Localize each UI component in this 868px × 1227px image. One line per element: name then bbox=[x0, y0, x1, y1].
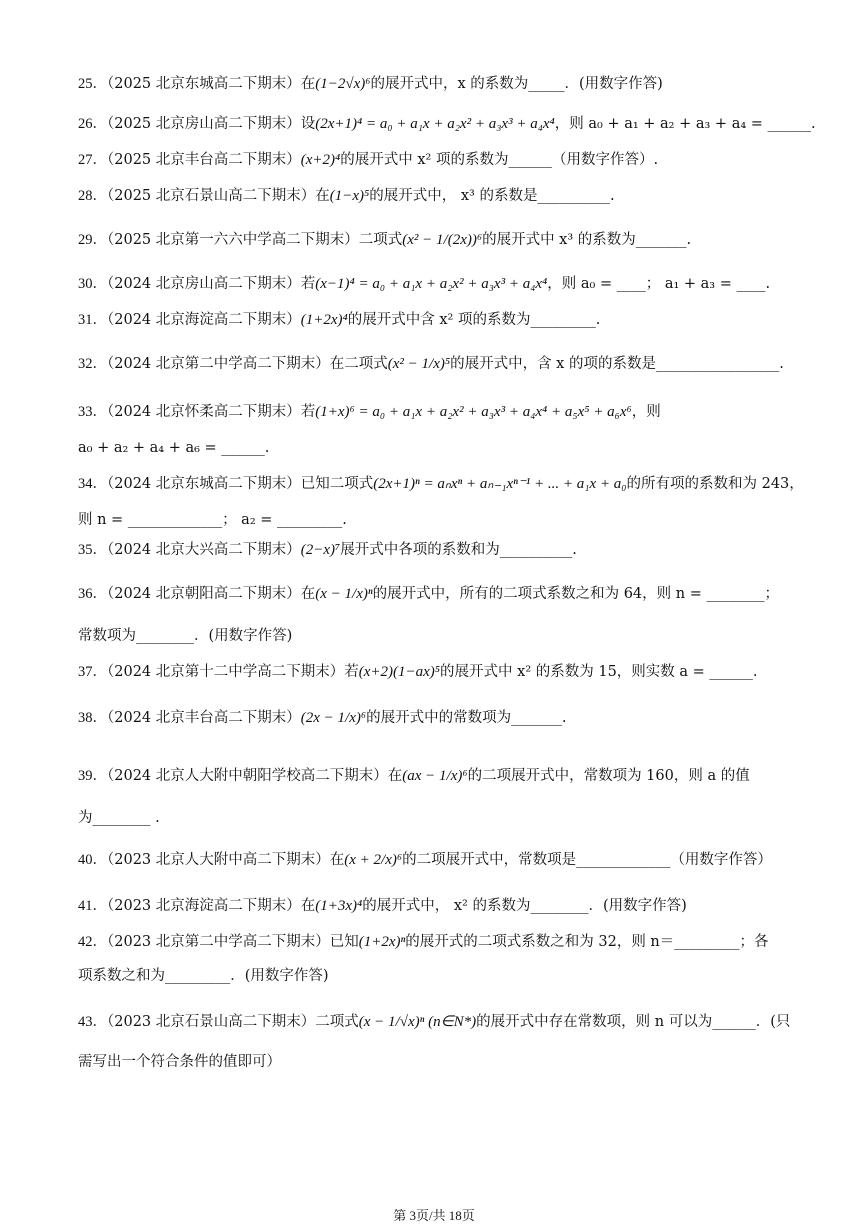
question-math: (1+x)⁶ = a₀ + a₁x + a₂x² + a₃x³ + a₄x⁴ + a₅x⁵ + a₆x⁶ bbox=[315, 404, 632, 420]
question-number: 42． bbox=[78, 934, 107, 950]
question-rest: 的展开式中，所有的二项式系数之和为 64，则 n = ________； bbox=[372, 586, 779, 602]
question-text: 二项式 bbox=[315, 1014, 359, 1030]
question-q34 bbox=[78, 474, 804, 494]
page-footer: 第 3页/共 18页 bbox=[393, 1208, 475, 1223]
question-number: 32． bbox=[78, 356, 107, 372]
question-rest: 的展开式的二项式系数之和为 32，则 n＝_________；各 bbox=[405, 934, 769, 950]
question-continuation: 常数项为________．(用数字作答) bbox=[78, 628, 293, 644]
question-q40 bbox=[78, 850, 798, 870]
question-continuation: 则 n = _____________； a₂ = _________. bbox=[78, 512, 347, 528]
question-q41 bbox=[78, 896, 798, 916]
question-q36 bbox=[78, 584, 798, 604]
question-text: 在 bbox=[315, 188, 330, 204]
question-q30 bbox=[78, 274, 798, 294]
question-source: （2024 北京朝阳高二下期末） bbox=[107, 586, 301, 602]
question-source: （2023 北京第二中学高二下期末） bbox=[107, 934, 330, 950]
question-math: (2x − 1/x)⁶ bbox=[300, 710, 367, 726]
question-q38 bbox=[78, 708, 798, 728]
question-text: 在 bbox=[300, 76, 316, 92]
question-rest: 的展开式中，x 的系数为_____．(用数字作答) bbox=[370, 76, 663, 92]
question-source: （2024 北京丰台高二下期末） bbox=[107, 710, 301, 726]
question-text: 在二项式 bbox=[329, 356, 388, 372]
question-source: （2023 北京石景山高二下期末） bbox=[107, 1014, 316, 1030]
question-continuation: 为________ . bbox=[78, 810, 160, 826]
question-source: （2025 北京石景山高二下期末） bbox=[107, 188, 316, 204]
question-math: (x − 1/x)ⁿ bbox=[315, 586, 373, 602]
question-q32 bbox=[78, 354, 798, 374]
question-text: 在 bbox=[300, 586, 316, 602]
question-source: （2024 北京大兴高二下期末） bbox=[107, 542, 301, 558]
question-text: 若 bbox=[344, 664, 359, 680]
question-rest: 的展开式中 x² 项的系数为______（用数字作答）. bbox=[340, 152, 659, 168]
question-number: 28． bbox=[78, 188, 107, 204]
question-math: (1+3x)⁴ bbox=[315, 898, 363, 914]
question-text: 已知 bbox=[329, 934, 359, 950]
question-text: 在 bbox=[387, 768, 403, 784]
question-math: (1+2x)⁴ bbox=[300, 312, 348, 328]
question-source: （2024 北京第十二中学高二下期末） bbox=[107, 664, 345, 680]
question-source: （2024 北京东城高二下期末） bbox=[107, 476, 301, 492]
question-source: （2025 北京房山高二下期末） bbox=[107, 116, 301, 132]
question-math: (1−x)⁵ bbox=[329, 188, 370, 204]
question-continuation: a₀ + a₂ + a₄ + a₆ = ______. bbox=[78, 440, 270, 456]
question-math: (2x+1)ⁿ = aₙxⁿ + aₙ₋₁xⁿ⁻¹ + ... + a₁x + a₀ bbox=[373, 476, 627, 492]
question-rest: 的展开式中的常数项为_______. bbox=[366, 710, 567, 726]
question-source: （2024 北京房山高二下期末） bbox=[107, 276, 301, 292]
question-source: （2025 北京丰台高二下期末） bbox=[107, 152, 301, 168]
question-continuation: 项系数之和为_________．(用数字作答) bbox=[78, 968, 329, 984]
question-rest: 的展开式中，含 x 的项的系数是_________________. bbox=[450, 356, 784, 372]
question-q43 bbox=[78, 1012, 798, 1032]
question-number: 27． bbox=[78, 152, 107, 168]
question-rest: 的展开式中， x² 的系数为________．(用数字作答) bbox=[362, 898, 687, 914]
question-rest: 的展开式中 x³ 的系数为_______. bbox=[482, 232, 692, 248]
question-source: （2024 北京怀柔高二下期末） bbox=[107, 404, 301, 420]
question-source: （2025 北京第一六六中学高二下期末） bbox=[107, 232, 359, 248]
question-math: (x+2)⁴ bbox=[300, 152, 341, 168]
question-rest: 的二项展开式中，常数项为 160，则 a 的值 bbox=[467, 768, 750, 784]
question-text: 在 bbox=[329, 852, 345, 868]
question-text: 二项式 bbox=[358, 232, 403, 248]
question-number: 43． bbox=[78, 1014, 107, 1030]
question-q35 bbox=[78, 540, 798, 560]
question-source: （2024 北京人大附中朝阳学校高二下期末） bbox=[107, 768, 388, 784]
question-q33 bbox=[78, 402, 798, 422]
question-rest: 的二项展开式中，常数项是_____________（用数字作答） bbox=[402, 852, 772, 868]
question-number: 41． bbox=[78, 898, 107, 914]
question-source: （2024 北京第二中学高二下期末） bbox=[107, 356, 330, 372]
question-source: （2025 北京东城高二下期末） bbox=[107, 76, 301, 92]
question-text: 若 bbox=[300, 404, 316, 420]
question-number: 30． bbox=[78, 276, 107, 292]
question-math: (x−1)⁴ = a₀ + a₁x + a₂x² + a₃x³ + a₄x⁴ bbox=[315, 276, 548, 292]
question-rest: 的展开式中 x² 的系数为 15，则实数 a = ______. bbox=[440, 664, 758, 680]
question-q25 bbox=[78, 74, 798, 94]
question-q42 bbox=[78, 932, 798, 952]
question-text: 已知二项式 bbox=[300, 476, 374, 492]
question-math: (x² − 1/(2x))⁶ bbox=[402, 232, 483, 248]
question-continuation: 需写出一个符合条件的值即可） bbox=[78, 1054, 281, 1070]
question-rest: 的所有项的系数和为 243， bbox=[626, 476, 804, 492]
question-math: (x + 2/x)⁶ bbox=[344, 852, 403, 868]
question-number: 40． bbox=[78, 852, 107, 868]
question-math: (x − 1/√x)ⁿ (n∈N*) bbox=[358, 1014, 477, 1030]
question-q37 bbox=[78, 662, 798, 682]
question-text: 若 bbox=[300, 276, 316, 292]
question-source: （2023 北京海淀高二下期末） bbox=[107, 898, 301, 914]
question-number: 38． bbox=[78, 710, 107, 726]
question-rest: ，则 a₀ = ____； a₁ + a₃ = ____. bbox=[547, 276, 771, 292]
question-rest: ，则 bbox=[631, 404, 661, 420]
question-math: (x+2)(1−ax)⁵ bbox=[358, 664, 441, 680]
question-number: 34． bbox=[78, 476, 107, 492]
question-q27 bbox=[78, 150, 798, 170]
question-q26 bbox=[78, 114, 816, 134]
question-q29 bbox=[78, 230, 798, 250]
question-number: 36． bbox=[78, 586, 107, 602]
question-number: 39． bbox=[78, 768, 107, 784]
question-number: 33． bbox=[78, 404, 107, 420]
question-number: 29． bbox=[78, 232, 107, 248]
question-number: 26． bbox=[78, 116, 107, 132]
question-number: 35． bbox=[78, 542, 107, 558]
question-math: (2−x)⁷ bbox=[300, 542, 341, 558]
question-math: (1+2x)ⁿ bbox=[358, 934, 406, 950]
question-rest: 的展开式中含 x² 项的系数为_________. bbox=[347, 312, 601, 328]
question-q39 bbox=[78, 766, 798, 786]
question-rest: 展开式中各项的系数和为__________. bbox=[340, 542, 577, 558]
question-q28 bbox=[78, 186, 798, 206]
question-rest: 的展开式中， x³ 的系数是__________. bbox=[369, 188, 615, 204]
question-number: 25． bbox=[78, 76, 107, 92]
question-math: (2x+1)⁴ = a₀ + a₁x + a₂x² + a₃x³ + a₄x⁴ bbox=[315, 116, 555, 132]
question-source: （2023 北京人大附中高二下期末） bbox=[107, 852, 330, 868]
question-math: (x² − 1/x)⁵ bbox=[387, 356, 451, 372]
question-number: 31． bbox=[78, 312, 107, 328]
question-text: 设 bbox=[300, 116, 316, 132]
question-math: (1−2√x)⁶ bbox=[315, 76, 371, 92]
question-number: 37． bbox=[78, 664, 107, 680]
question-source: （2024 北京海淀高二下期末） bbox=[107, 312, 301, 328]
question-math: (ax − 1/x)⁶ bbox=[402, 768, 468, 784]
question-text: 在 bbox=[300, 898, 316, 914]
question-q31 bbox=[78, 310, 798, 330]
question-rest: ，则 a₀ + a₁ + a₂ + a₃ + a₄ = ______. bbox=[554, 116, 816, 132]
question-rest: 的展开式中存在常数项，则 n 可以为______．(只 bbox=[476, 1014, 791, 1030]
